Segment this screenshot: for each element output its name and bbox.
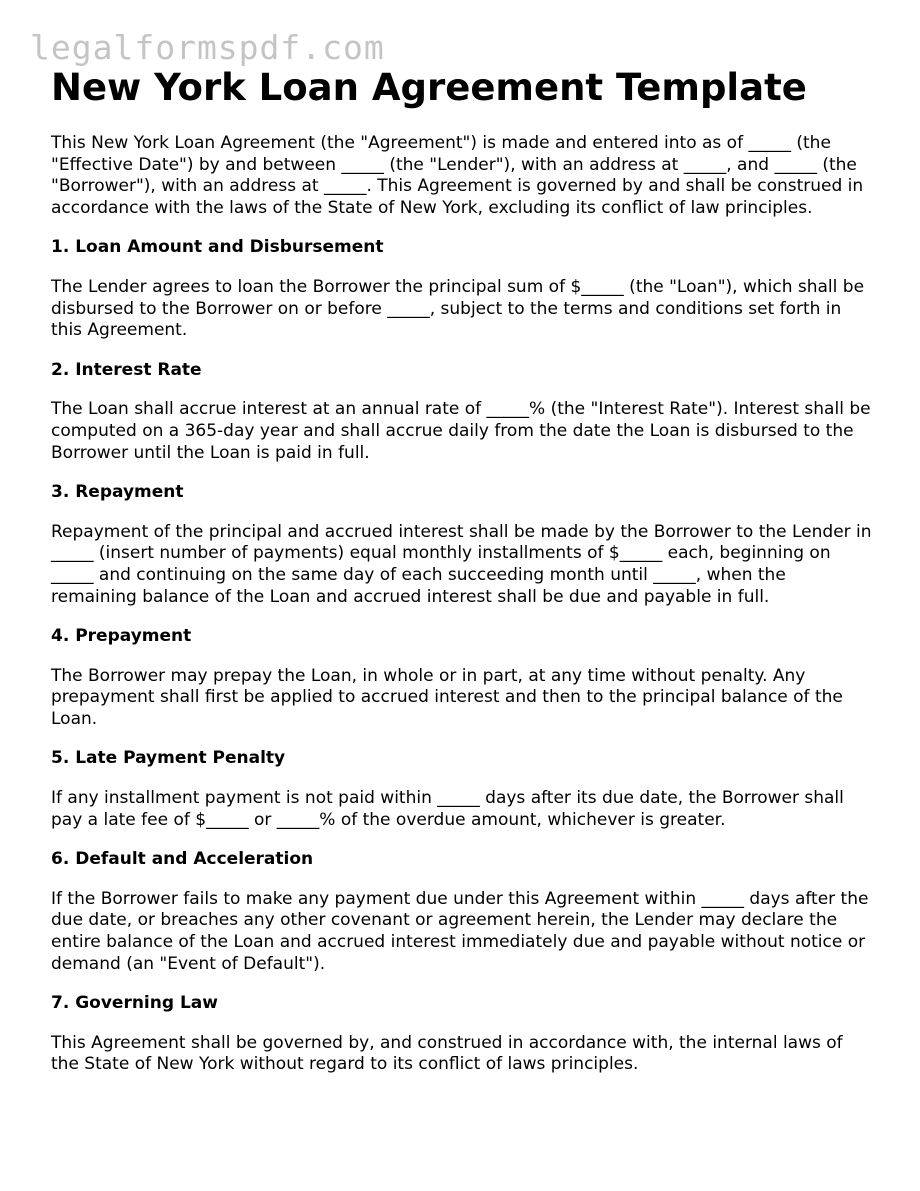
section-heading-loan-amount: 1. Loan Amount and Disbursement — [51, 237, 384, 258]
watermark-text: legalformspdf.com — [30, 28, 385, 67]
section-heading-default: 6. Default and Acceleration — [51, 849, 314, 870]
section-heading-late-payment: 5. Late Payment Penalty — [51, 748, 286, 769]
document-body — [51, 66, 873, 1076]
section-heading-prepayment: 4. Prepayment — [51, 626, 192, 647]
section-body-late-payment: If any installment payment is not paid within _____ days after its due date, the Borrower shall pay a late fee of $_____ or _____% of the overdue amount, whichever is greater. — [51, 788, 844, 830]
section-body-repayment: Repayment of the principal and accrued interest shall be made by the Borrower to the Lender in _____ (insert number of payments) equal monthly installments of $_____ each, beginning on _____ and continuing on the same day of each succeeding month until _____, when the remaining balance of the Loan and accrued interest shall be due and payable in full. — [51, 521, 872, 607]
section-heading-governing-law: 7. Governing Law — [51, 993, 218, 1014]
section-body-interest-rate: The Loan shall accrue interest at an annual rate of _____% (the "Interest Rate"). Interest shall be computed on a 365-day year and shall accrue daily from the date the Loan is disbursed to the Borrower until the Loan is paid in full. — [51, 399, 871, 463]
section-heading-repayment: 3. Repayment — [51, 482, 184, 503]
section-heading-interest-rate: 2. Interest Rate — [51, 359, 202, 380]
section-body-prepayment: The Borrower may prepay the Loan, in whole or in part, at any time without penalty. Any prepayment shall first be applied to accrued interest and then to the principal balance of the Loan. — [51, 665, 843, 729]
section-body-default: If the Borrower fails to make any payment due under this Agreement within _____ days after the due date, or breaches any other covenant or agreement herein, the Lender may declare the entire balance of the Loan and accrued interest immediately due and payable without notice or demand (an "Event of Default"). — [51, 888, 869, 974]
section-body-loan-amount: The Lender agrees to loan the Borrower the principal sum of $_____ (the "Loan"), which shall be disbursed to the Borrower on or before _____, subject to the terms and conditions set forth in this Agreement. — [51, 276, 865, 341]
document-title: New York Loan Agreement Template — [51, 66, 807, 109]
intro-paragraph: This New York Loan Agreement (the "Agreement") is made and entered into as of _____ (the "Effective Date") by and between _____ (the "Lender"), with an address at _____, and _____ (the "Borrower"), with an address at _____. This Agreement is governed by and shall be construed in accordance with the laws of the State of New York, excluding its conflict of law principles. — [51, 133, 864, 218]
section-body-governing-law: This Agreement shall be governed by, and construed in accordance with, the internal laws of the State of New York without regard to its conflict of laws principles. — [51, 1032, 843, 1075]
